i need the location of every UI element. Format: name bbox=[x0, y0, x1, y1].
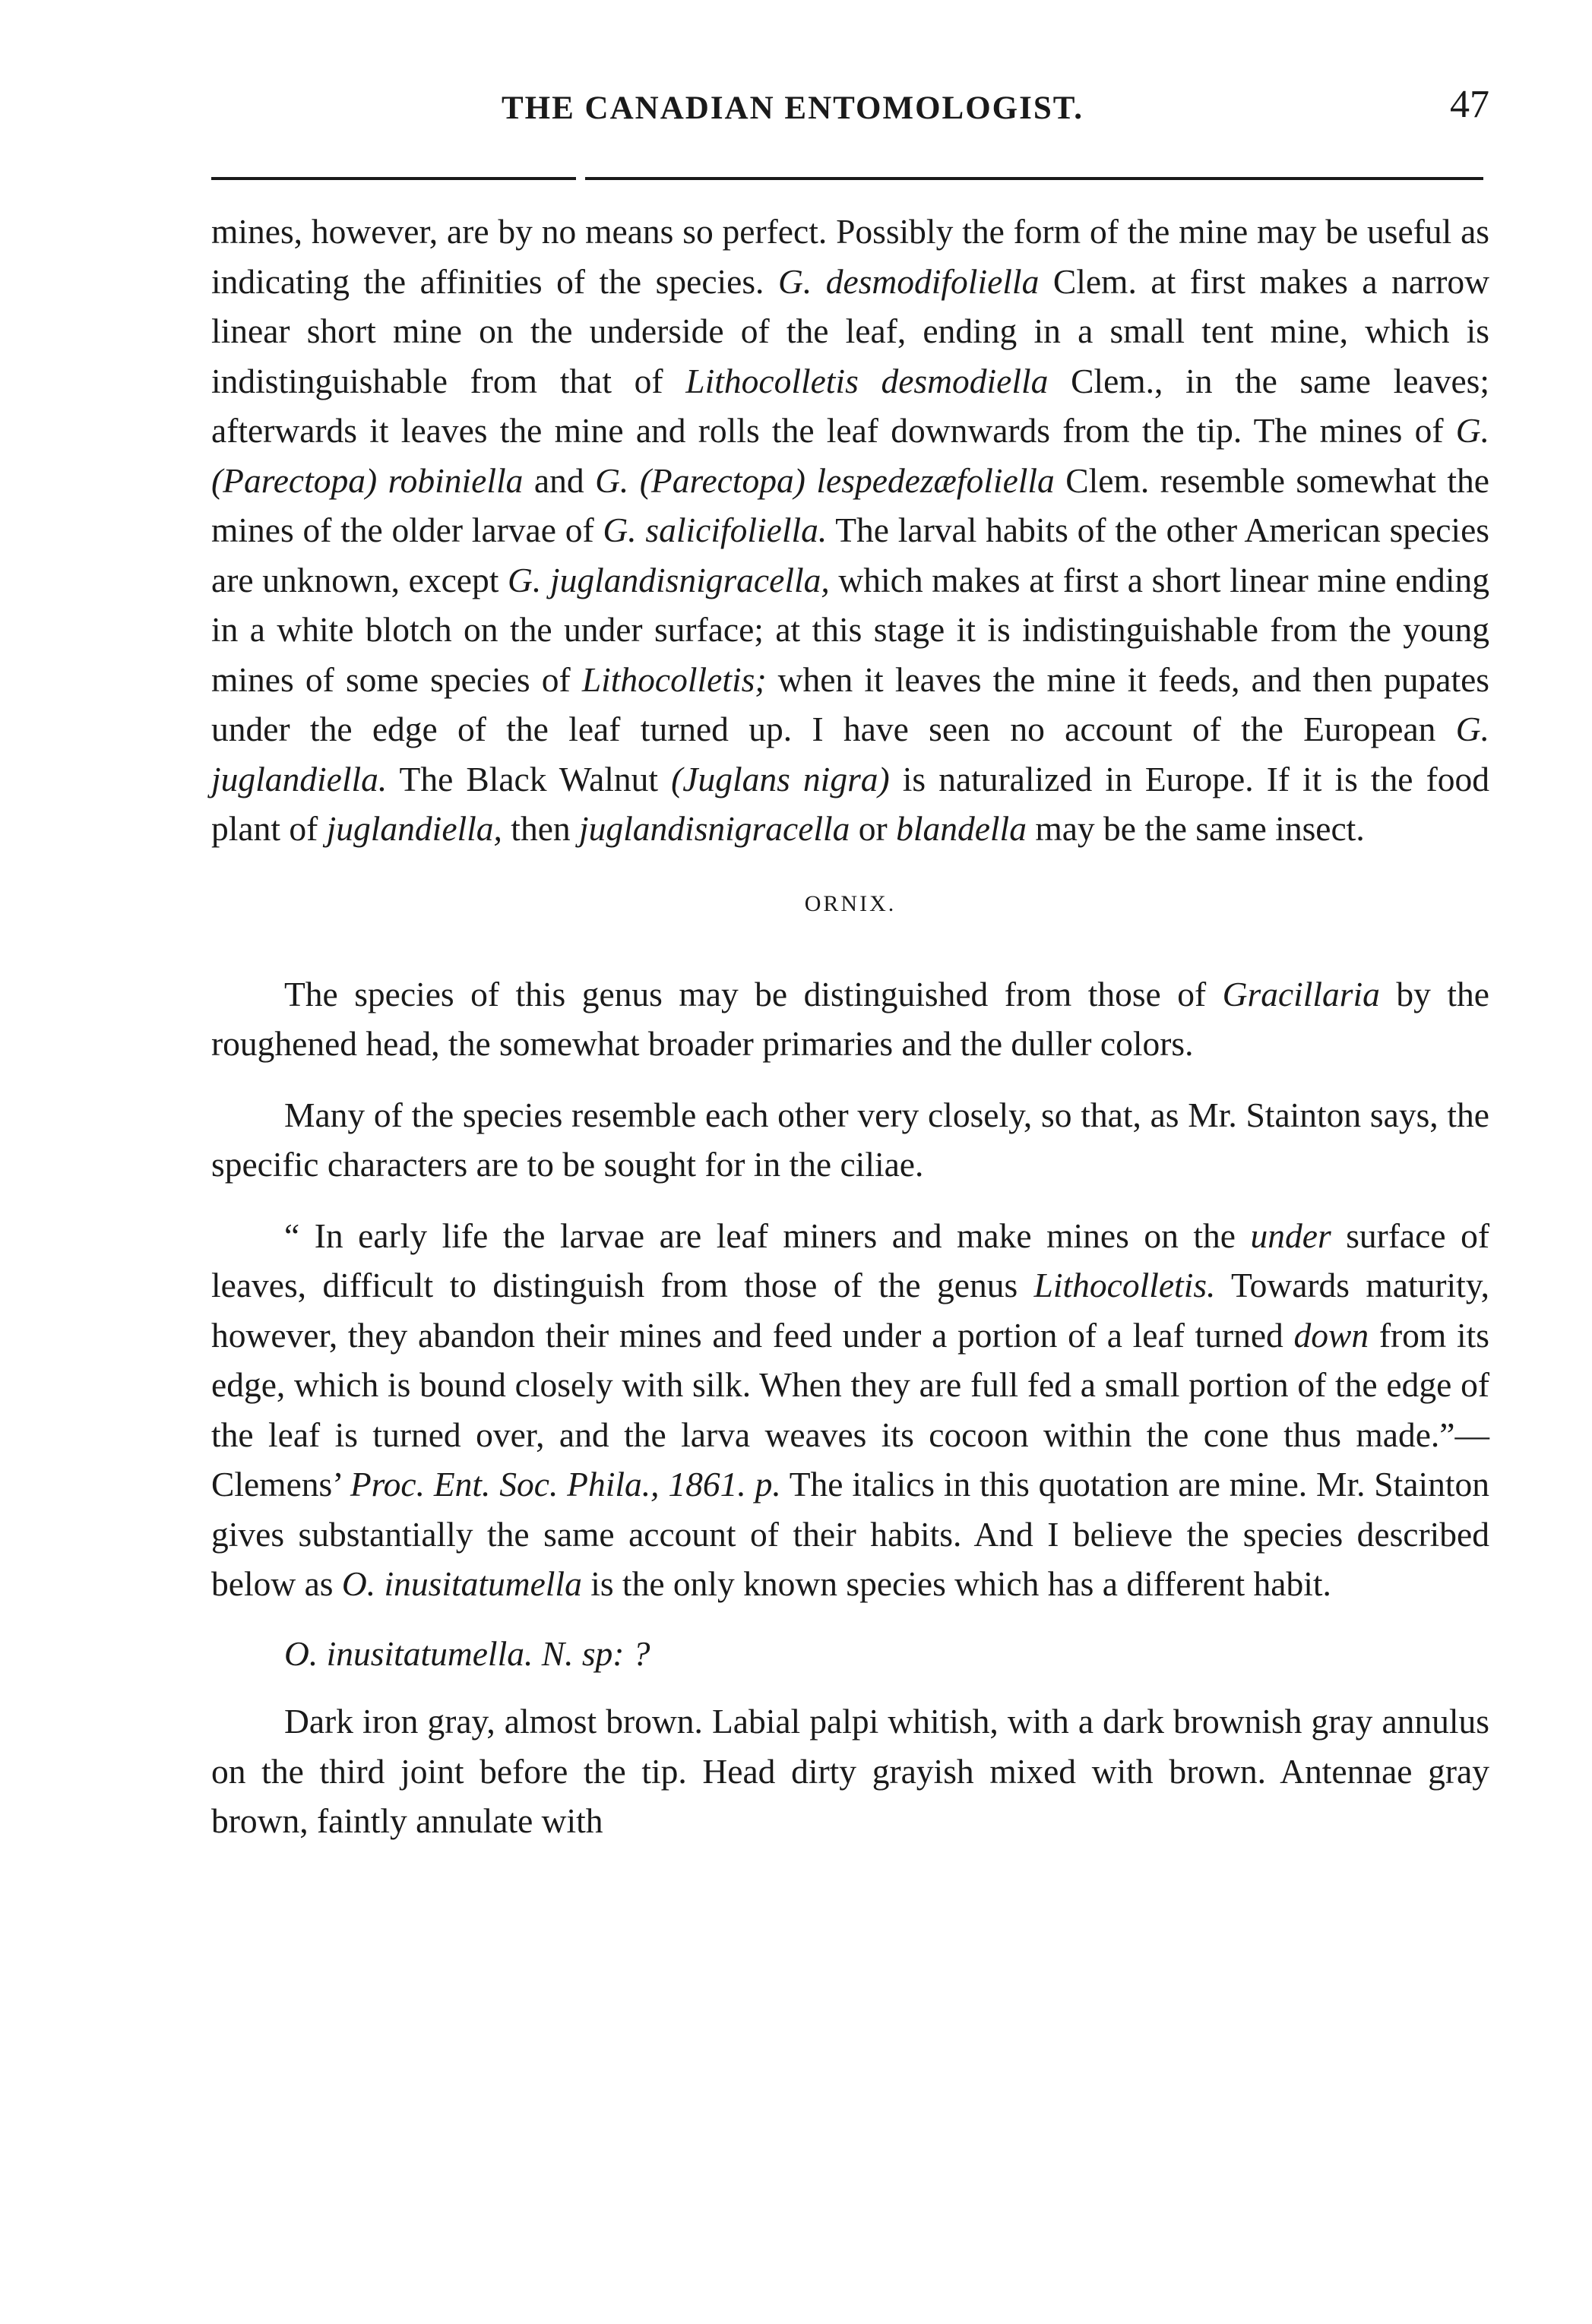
header-rule-left bbox=[211, 177, 576, 180]
running-title: THE CANADIAN ENTOMOLOGIST. bbox=[502, 90, 1084, 126]
species-heading: O. inusitatumella. N. sp: ? bbox=[284, 1633, 650, 1673]
page-header bbox=[213, 82, 1489, 143]
section-heading-ornix: ORNIX. bbox=[804, 890, 897, 916]
paragraph-continuation: mines, however, are by no means so perfect. Possibly the form of the mine may be useful as indicating the affinities of the species. G. desmodifoliella Clem. at first makes a narrow linear short mine on the underside of the leaf, ending in a small tent mine, which is indistinguishable from that of Lithocolletis desmodiella Clem., in the same leaves; afterwards it leaves the mine and rolls the leaf downwards from the tip. The mines of G. (Parectopa) robiniella and G. (Parectopa) lespedezæfoliella Clem. resemble somewhat the mines of the older larvae of G. salicifoliella. The larval habits of the other American species are unknown, except G. juglandisnigracella, which makes at first a short linear mine ending in a white blotch on the under surface; at this stage it is indistinguishable from the young mines of some species of Lithocolletis; when it leaves the mine it feeds, and then pupates under the edge of the leaf turned up. I have seen no account of the European G. juglandiella. The Black Walnut (Juglans nigra) is naturalized in Europe. If it is the food plant of juglandiella, then juglandisnigracella or blandella may be the same insect. bbox=[211, 212, 1489, 848]
paragraph-genus-description: The species of this genus may be distinguished from those of Gracillaria by the roughened head, the somewhat broader primaries and the duller colors. bbox=[211, 974, 1489, 1063]
paragraph-species-description: Dark iron gray, almost brown. Labial palpi whitish, with a dark brownish gray annulus on the third joint before the tip. Head dirty grayish mixed with brown. Antennae gray brown, faintly annulate with bbox=[211, 1702, 1489, 1840]
paragraph-species-resemblance: Many of the species resemble each other very closely, so that, as Mr. Stainton says, the specific characters are to be sought for in the ciliae. bbox=[211, 1095, 1489, 1184]
body-text bbox=[211, 207, 1489, 1846]
header-rule-right bbox=[585, 177, 1483, 180]
paragraph-clemens-quotation: “ In early life the larvae are leaf miners and make mines on the under surface of leaves, difficult to distinguish from those of the genus Lithocolletis. Towards maturity, however, they abandon their mines and feed under a portion of a leaf turned down from its edge, which is bound closely with silk. When they are full fed a small portion of the edge of the leaf is turned over, and the larva weaves its cocoon within the cone thus made.”—Clemens’ Proc. Ent. Soc. Phila., 1861. p. The italics in this quotation are mine. Mr. Stainton gives substantially the same account of their habits. And I believe the species described below as O. inusitatumella is the only known species which has a different habit. bbox=[211, 1216, 1490, 1603]
page-number: 47 bbox=[1450, 83, 1489, 126]
